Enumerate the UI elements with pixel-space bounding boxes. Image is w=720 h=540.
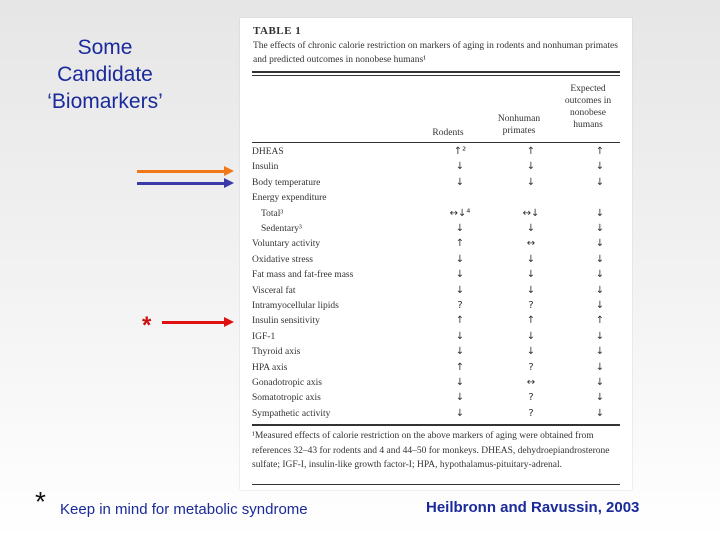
cell-primates: ? [528,392,534,404]
row-label: Energy expenditure [252,193,327,204]
cell-rodents: ↓ [455,284,465,296]
table-row [252,146,620,162]
cell-humans: ↓ [595,253,605,265]
table-caption: The effects of chronic calorie restriction on markers of aging in rodents and nonhuman primates and predicted outcomes in nonobese humans¹ [253,41,618,65]
cell-primates: ↑ [526,315,536,327]
cell-humans: ↓ [595,407,605,419]
cell-rodents: ↓ [455,253,465,265]
cell-primates: ↓ [526,161,536,173]
column-header-rodents: Rodents [432,128,464,138]
cell-humans: ↓ [595,223,605,234]
row-label: Insulin sensitivity [252,316,320,327]
cell-primates: ? [528,407,534,419]
cell-primates: ↓ [526,330,536,342]
cell-rodents: ↓ [455,161,465,173]
cell-rodents: ↓ [455,269,465,281]
cell-rodents: ↑ [455,238,465,250]
table-row [252,285,620,301]
cell-rodents: ↓ [455,392,465,404]
slide-title-line: Candidate [57,63,153,86]
row-label: IGF-1 [252,331,276,342]
footer-asterisk: * [35,486,46,517]
cell-rodents: ↓ [455,330,465,342]
row-label: Total³ [261,208,284,219]
cell-primates: ↔ [526,377,536,388]
asterisk-marker: * [142,312,152,339]
row-label: Sedentary³ [261,224,302,234]
cell-humans: ↓ [595,269,605,281]
cell-humans: ↓ [595,361,605,373]
row-label: DHEAS [252,147,284,157]
table-row [252,161,620,177]
table-row [252,346,620,362]
cell-primates: ↓ [526,284,536,296]
row-label: Fat mass and fat-free mass [252,270,354,281]
row-label: Oxidative stress [252,254,313,265]
cell-primates: ↓ [526,346,536,358]
cell-humans: ↓ [595,392,605,404]
cell-primates: ? [528,300,534,311]
row-label: HPA axis [252,362,288,373]
orange-arrow-icon [137,170,225,173]
row-label: Gonadotropic axis [252,378,322,388]
cell-humans: ↓ [595,346,605,358]
row-label: Sympathetic activity [252,408,331,419]
row-label: Insulin [252,162,279,173]
cell-rodents: ↑ [455,361,465,373]
cell-primates: ↓ [526,269,536,281]
row-label: Voluntary activity [252,239,321,250]
table-footnote: ¹Measured effects of calorie restriction on the above markers of aging were obtained from references 32–43 for rodents and 4 and 44–50 for monkeys. DHEAS, dehydroepiandrosterone sulfate; IGF-I, insulin-like growth factor-I; HPA, hypothalamus-pituitary-adrenal. [252,431,610,470]
cell-humans: ↓ [595,176,605,188]
citation: Heilbronn and Ravussin, 2003 [426,499,640,516]
cell-humans: ↑ [595,146,605,157]
cell-humans: ↑ [595,315,605,327]
cell-rodents: ↓ [455,176,465,188]
red-arrow-icon [162,321,225,324]
table-row [252,408,620,424]
table-row [252,315,620,331]
cell-rodents: ↑ [455,315,465,327]
table-row [252,269,620,285]
table-rule [252,424,620,426]
row-label: Intramyocellular lipids [252,301,339,311]
cell-primates: ↓ [526,223,536,234]
cell-rodents: ↓ [455,407,465,419]
table-row [252,192,620,208]
cell-primates: ↔↓ [522,207,540,219]
row-label: Thyroid axis [252,347,301,358]
cell-humans: ↓ [595,284,605,296]
table-row [252,392,620,408]
footer-note: Keep in mind for metabolic syndrome [60,501,308,518]
cell-humans: ↓ [595,377,605,388]
column-header-primates: Nonhuman primates [497,114,541,136]
cell-rodents: ↓ [455,346,465,358]
slide-title [30,34,180,115]
cell-humans: ↓ [595,161,605,173]
table-label: TABLE 1 [253,25,302,37]
cell-humans: ↓ [595,300,605,311]
cell-rodents: ↓ [455,223,465,234]
slide-title-line: Some [77,36,133,59]
row-label: Somatotropic axis [252,393,321,404]
cell-primates: ↓ [526,253,536,265]
table-row [252,223,620,239]
table-row [252,208,620,224]
row-label: Visceral fat [252,285,296,296]
cell-humans: ↓ [595,238,605,250]
cell-rodents: ↔↓⁴ [449,207,471,219]
table-rule [252,71,620,73]
table-rule [252,142,620,143]
table-rule [252,75,620,76]
table-row [252,254,620,270]
table-rule [252,484,620,485]
table-row [252,331,620,347]
cell-rodents: ↓ [455,377,465,388]
cell-primates: ↑ [526,146,536,157]
table-row [252,362,620,378]
cell-rodents: ↑² [453,146,467,157]
table-row [252,177,620,193]
table-row [252,300,620,316]
slide-title-line: ‘Biomarkers’ [47,90,163,113]
table-row [252,377,620,393]
cell-humans: ↓ [595,207,605,219]
blue-arrow-icon [137,182,225,185]
row-label: Body temperature [252,177,321,188]
cell-primates: ↓ [526,176,536,188]
table-image [240,18,632,490]
cell-humans: ↓ [595,330,605,342]
column-header-humans: Expected outcomes in nonobese humans [564,84,612,130]
cell-rodents: ? [457,300,463,311]
cell-primates: ↔ [526,238,536,250]
cell-primates: ? [528,361,534,373]
table-row [252,238,620,254]
